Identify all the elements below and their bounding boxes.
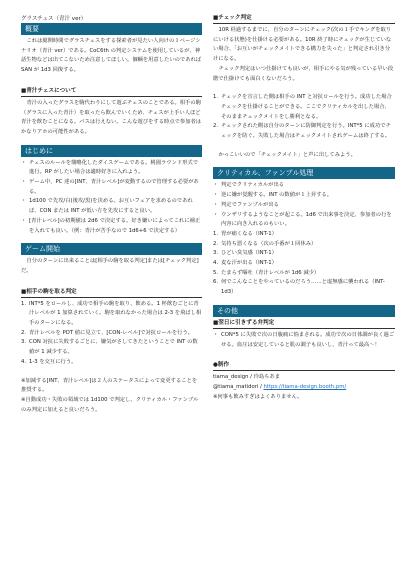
check-step: 1. チェックを宣言した側は相手の INT と対抗ロールを行う。成功した場合チェックを仕掛けることができる。ここでクリティカルを出した場合、そのままチェックメイトをし勝利となる。 <box>213 94 392 120</box>
fumble-event: 1. 胃が痛くなる（INT-1） <box>213 230 277 237</box>
next-day-list <box>213 331 395 350</box>
check-body: 10R 経過するまでに、自分のターンにチェック(次の１手でキングを取りにいける状態)を仕掛ける必要がある。10R 終了時にチェックが生じていない場合、「お互いがチェックメイトできる構力を失った」と判定され引き分けになる。 <box>213 27 392 63</box>
author-handle: @tiama_matidori <box>213 383 259 390</box>
check-list <box>213 93 395 142</box>
take-note-2: ※自動成功・失敗の領域では 1d100 で判定し、クリティカル・ファンブルのみ判定に加えると良いだろう。 <box>21 396 199 413</box>
crit-list <box>213 181 395 230</box>
crit-heading: クリティカル、ファンブル処理 <box>213 167 395 179</box>
game-start-heading: ゲーム開始 <box>21 243 202 255</box>
take-step: 2. 青汁レベルを POT 値に見立て、[CON-レベル]で対抗ロールを行う。 <box>21 329 194 336</box>
fumble-event: 4. 麦な汗が出る（INT-1） <box>213 260 277 267</box>
intro-list <box>21 159 202 237</box>
game-start-body: 自分のターンに出来ることは[相手の駒を取る判定]または[チェック判定]だ。 <box>21 258 199 274</box>
take-piece-heading: ■相手の駒を取る判定 <box>21 288 202 298</box>
fumble-event: 3. ひどい臭気感（INT-1） <box>213 250 277 257</box>
take-note-1: ※加減する[INT、青汁レベル]は２人のステータスによって変更することを推奨する。 <box>21 377 198 394</box>
booth-link[interactable]: https://tiama-design.booth.pm/ <box>263 383 347 390</box>
check-aside: かっこいいので「チェックメイト」と声に出してみよう。 <box>218 151 356 158</box>
about-heading: ■青汁チェスについて <box>21 87 202 97</box>
right-column <box>213 14 395 402</box>
overview-heading: 概要 <box>21 23 202 35</box>
crit-item: ・ 逆に嫌が覚醒する。INT の数値が１上昇する。 <box>213 191 395 201</box>
take-step: 4. 1-3 を交互に行う。 <box>21 358 77 365</box>
fumble-event: 5. たまらず嘔吐（青汁レベルが 1d6 減少） <box>213 269 320 276</box>
intro-item: ・ 1d100 で先攻/白(後攻/黒)を決める。お互いフェアを求めるのであれば、CON または INT が低い方を先攻にすると良い。 <box>21 197 202 216</box>
check-step: 2. チェックされた側は自分のターンに防御判定を行う。INT*5 に成功でチェックを防ぐ。失敗した場合はチェックメイトされゲームは終了する。 <box>213 123 391 140</box>
intro-item: ・ ゲーム中、PC 達の[INT、青汁レベル]が変動するので管理する必要がある。 <box>21 178 202 197</box>
overview-body: これは臆開時間でグラスチェスをする探索者が見たい人向けの１ページシナリオ（青汁 ver）である。CoC6th の判定システムを使用しているが、神話生物などは出てこないため注意してほしい。個輌を用意したいのであれば SAN が 1d3 回復する。 <box>21 38 202 74</box>
author-line: tiama_design / 玲島ちあま <box>213 374 281 381</box>
take-step: 3. CON 対抗に失敗するごとに、嫌気がさしてきたということで INT の数値が 1 減少する。 <box>21 339 198 356</box>
other-heading: その他 <box>213 305 395 317</box>
document-title: グラスチェス（青汁 ver） <box>21 16 87 22</box>
intro-item: ・ [青汁レベル]の初期値は 2d6 で決定する。好き嫌いによってこれに補正を入れても良い。（例：青汁が苦手なので 1d6+6 で決定する） <box>21 217 202 236</box>
left-column <box>21 14 202 415</box>
credits-note: ※何事も飲みすぎはよくありません。 <box>213 393 303 400</box>
credits-block <box>213 373 395 402</box>
contact-line: @tiama_matidori / https://tiama-design.booth.pm/ <box>213 383 347 390</box>
check-body-2: チェック判定はいつ仕掛けても良いが、相手にやる気が残っている早い段階で仕掛けても面白くないだろう。 <box>213 65 394 82</box>
fumble-events <box>213 230 395 298</box>
intro-heading: はじめに <box>21 145 202 157</box>
crit-item: ・ ウンザリするようなことが起こる。1d6 で出来事を決定、参加者の行を内容に向き入れるのもいい。 <box>213 211 395 230</box>
fumble-event: 2. 気持ち悪くなる（次の手番が１回休み） <box>213 240 317 247</box>
about-body: 青汁の入ったグラスを駒代わりにして遊ぶチェスのことである。相手の駒（グラスに入った青汁）を取ったら飲んでいくため、チェスが上手い人ほど青汁を飲むことになる。バスは行えない。こんな遊びをする時点で参加者はかなりアホの可能性がある。 <box>21 99 202 135</box>
crit-item: ・ 判定でクリティカルが出る <box>213 181 395 191</box>
check-heading: ■チェック判定 <box>213 14 395 24</box>
intro-item: ・ チェスのルールを簡略化したダイスゲームである。桃園ラウンド形式で進行。RP がしたい場合は適時好きに入れよう。 <box>21 159 202 178</box>
take-piece-list <box>21 300 202 368</box>
next-day-item: ・ CON*5 に失敗で次の日腹痛に悩まされる。成功で次の日体調が良く過ごせる。血圧は安定していると肌の調子も良いし、青汁って最高～！ <box>213 331 395 350</box>
crit-item: ・ 判定でファンブルが出る <box>213 201 395 211</box>
take-step: 1. INT*5 をロールし、成功で相手の駒を取り、飲める。1 杯飲むごとに青汁レベルが 1 加算されていく。駒を取れなかった場合は 2-3 を飛ばし相手のターンになる。 <box>21 300 202 327</box>
next-day-heading: ■翌日に引きずる弁判定 <box>213 319 395 329</box>
fumble-event: 6. 何でこんなことをやっているのだろう……と虚無感に襲われる（INT-1d3） <box>213 279 385 296</box>
credits-heading: ●制作 <box>213 361 395 371</box>
